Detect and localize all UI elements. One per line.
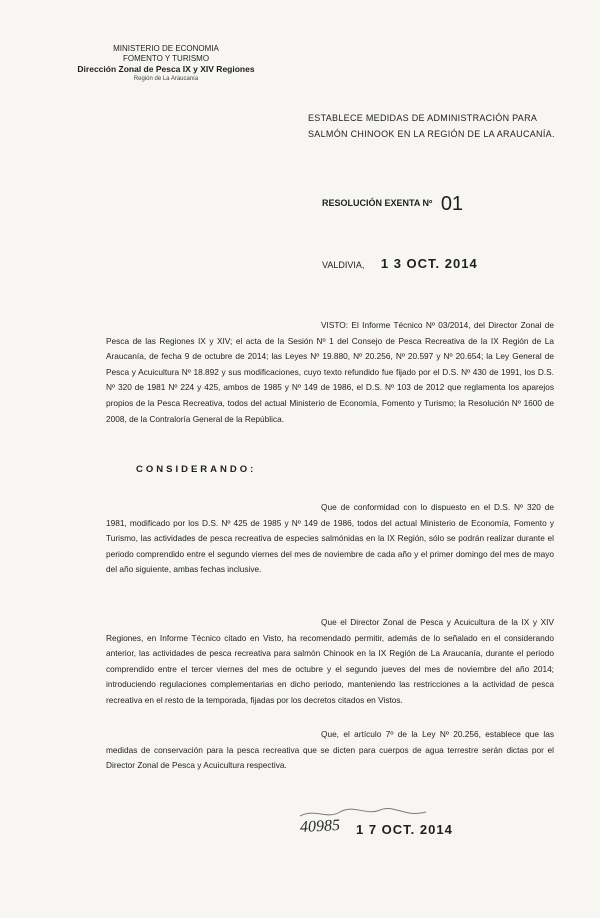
- resolution-subject: ESTABLECE MEDIDAS DE ADMINISTRACIÓN PARA SALMÓN CHINOOK EN LA REGIÓN DE LA ARAUCANÍA.: [308, 113, 555, 139]
- letterhead: [66, 44, 266, 84]
- considerando-heading: CONSIDERANDO:: [136, 464, 257, 475]
- place-date-line: [322, 256, 478, 271]
- ministry-name: MINISTERIO DE ECONOMIA: [113, 44, 219, 53]
- receipt-number: 40985: [299, 816, 341, 837]
- visto-paragraph: [106, 318, 554, 427]
- resolution-number-line: [322, 193, 463, 216]
- visto-text: El Informe Técnico Nº 03/2014, del Director Zonal de Pesca de las Regiones IX y XIV; el acta de la Sesión Nº 1 del Consejo de Pesca Recreativa de la IX Región de La Araucanía, de fecha 9 de octubre de 2014; las Leyes Nº 19.880, Nº 20.256, Nº 20.597 y Nº 20.654; la Ley General de Pesca y Acuicultura Nº 18.892 y sus modificaciones, cuyo texto refundido fue fijado por el D.S. Nº 430 de 1991, los D.S. Nº 320 de 1981 Nº 224 y 425, ambos de 1985 y Nº 149 de 1986, el D.S. Nº 103 de 2012 que reglamenta los aparejos propios de la Pesca Recreativa, todos del actual Ministerio de Economía, Fomento y Turismo; la Resolución Nº 1600 de 2008, de la Contraloría General de la República.: [106, 320, 555, 424]
- issue-date: 1 3 OCT. 2014: [380, 256, 478, 271]
- place: VALDIVIA,: [322, 260, 365, 270]
- receipt-stamp: [300, 812, 460, 842]
- resolution-number: 01: [440, 193, 464, 215]
- ministry-subtitle: FOMENTO Y TURISMO: [122, 54, 210, 63]
- considerando-paragraph-2: Que el Director Zonal de Pesca y Acuicultura de la IX y XIV Regiones, en Informe Técnico citado en Visto, ha recomendado permitir, además de lo señalado en el considerando anterior, las actividades de pesca recreativa para salmón Chinook en la IX Región de La Araucanía, durante el periodo comprendido entre el tercer viernes del mes de octubre y el segundo jueves del mes de noviembre del año 2014; introduciendo regulaciones complementarias en dicho periodo, manteniendo las restricciones a la actividad de pesca recreativa en el resto de la temporada, fijadas por los decretos citados en Vistos.: [106, 617, 554, 705]
- considerando-paragraph-1: Que de conformidad con lo dispuesto en el D.S. Nº 320 de 1981, modificado por los D.S. Nº 425 de 1985 y Nº 149 de 1986, todos del actual Ministerio de Economía, Fomento y Turismo, las actividades de pesca recreativa de especies salmónidas en la IX Región, sólo se podrán realizar durante el periodo comprendido entre el segundo viernes del mes de noviembre de cada año y el primer domingo del mes de mayo del año siguiente, ambas fechas inclusive.: [106, 502, 554, 575]
- receipt-date: 1 7 OCT. 2014: [356, 822, 453, 837]
- zonal-directorate: Dirección Zonal de Pesca IX y XIV Regiones: [77, 64, 255, 74]
- region-name: Región de La Araucanía: [133, 76, 199, 82]
- considerando-paragraph-3: Que, el artículo 7º de la Ley Nº 20.256, establece que las medidas de conservación para la pesca recreativa que se dicten para cuerpos de agua terrestre serán dictas por el Director Zonal de Pesca y Acuicultura respectiva.: [106, 729, 554, 771]
- resolution-label: RESOLUCIÓN EXENTA Nº: [322, 198, 433, 208]
- visto-lead: VISTO:: [321, 320, 349, 330]
